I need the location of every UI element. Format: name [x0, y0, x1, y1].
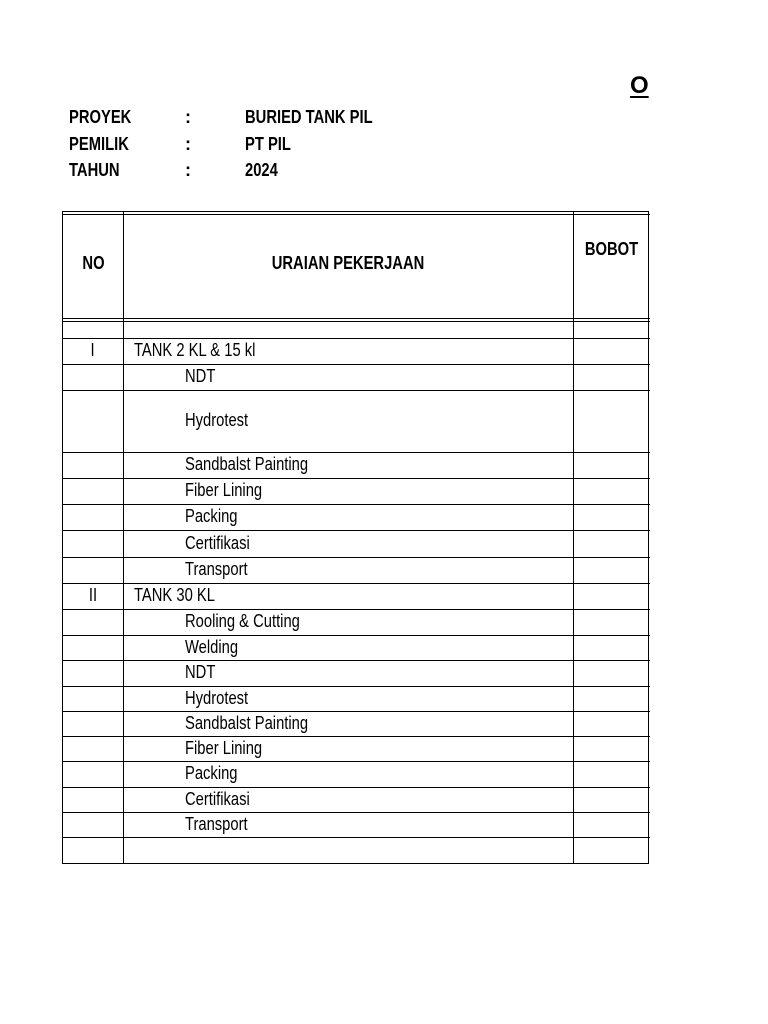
row-divider — [62, 686, 650, 687]
work-item: Packing — [185, 763, 238, 783]
row-number: I — [90, 340, 96, 360]
work-item: Sandbalst Painting — [185, 454, 309, 474]
table-frame — [62, 211, 649, 864]
work-item: Sandbalst Painting — [185, 712, 309, 733]
header-bobot: BOBOT — [584, 239, 639, 259]
work-item: Rooling & Cutting — [185, 611, 300, 631]
row-number — [62, 713, 124, 734]
work-item: Packing — [185, 506, 238, 526]
info-label: TAHUN — [69, 160, 120, 180]
info-label: PEMILIK — [69, 134, 129, 154]
row-number — [62, 410, 124, 431]
work-item: NDT — [185, 662, 216, 682]
work-group: TANK 30 KL — [134, 585, 215, 605]
row-number — [62, 366, 124, 387]
info-value: 2024 — [245, 160, 278, 180]
row-divider — [62, 478, 650, 479]
table-header-divider — [62, 318, 650, 319]
work-item: Transport — [185, 559, 248, 579]
row-divider — [62, 557, 650, 558]
row-divider — [62, 609, 650, 610]
row-divider — [62, 635, 650, 636]
row-number — [62, 454, 124, 475]
work-item: Hydrotest — [185, 410, 249, 430]
work-item: Fiber Lining — [185, 480, 263, 500]
row-divider — [62, 711, 650, 712]
row-number — [62, 662, 124, 683]
info-value: PT PIL — [245, 134, 291, 154]
work-item: NDT — [185, 366, 216, 386]
row-divider — [62, 736, 650, 737]
work-item: Fiber Lining — [185, 737, 263, 758]
work-item: Hydrotest — [185, 687, 249, 708]
row-divider — [62, 390, 650, 391]
row-divider — [62, 761, 650, 762]
row-divider — [62, 837, 650, 838]
info-colon: : — [185, 134, 191, 154]
row-number — [62, 814, 124, 835]
row-number — [62, 611, 124, 632]
table-header-divider — [62, 321, 650, 322]
row-number — [62, 789, 124, 810]
row-number: II — [88, 585, 98, 605]
row-number — [62, 559, 124, 580]
row-divider — [62, 812, 650, 813]
info-label: PROYEK — [69, 107, 132, 127]
work-item: Welding — [185, 636, 239, 657]
info-colon: : — [185, 160, 191, 180]
row-number — [62, 688, 124, 709]
column-divider — [573, 211, 574, 864]
work-item: Certifikasi — [185, 788, 250, 809]
work-item: Transport — [185, 813, 248, 834]
header-no: NO — [81, 253, 105, 273]
row-divider — [62, 787, 650, 788]
header-uraian-pekerjaan: URAIAN PEKERJAAN — [272, 253, 425, 273]
row-number — [62, 637, 124, 658]
table-top-inner-border — [62, 214, 650, 215]
row-number — [62, 319, 124, 340]
info-colon: : — [185, 107, 191, 127]
row-divider — [62, 338, 650, 339]
row-number — [62, 506, 124, 527]
row-divider — [62, 452, 650, 453]
row-number — [62, 480, 124, 501]
row-number — [62, 840, 124, 861]
document-title-fragment: O — [630, 72, 649, 99]
info-value: BURIED TANK PIL — [245, 107, 373, 127]
row-number — [62, 738, 124, 759]
row-divider — [62, 660, 650, 661]
row-divider — [62, 504, 650, 505]
row-number — [62, 533, 124, 554]
row-divider — [62, 583, 650, 584]
row-divider — [62, 530, 650, 531]
row-number — [62, 763, 124, 784]
work-group: TANK 2 KL & 15 kl — [134, 340, 256, 360]
work-item: Certifikasi — [185, 532, 250, 553]
row-divider — [62, 364, 650, 365]
